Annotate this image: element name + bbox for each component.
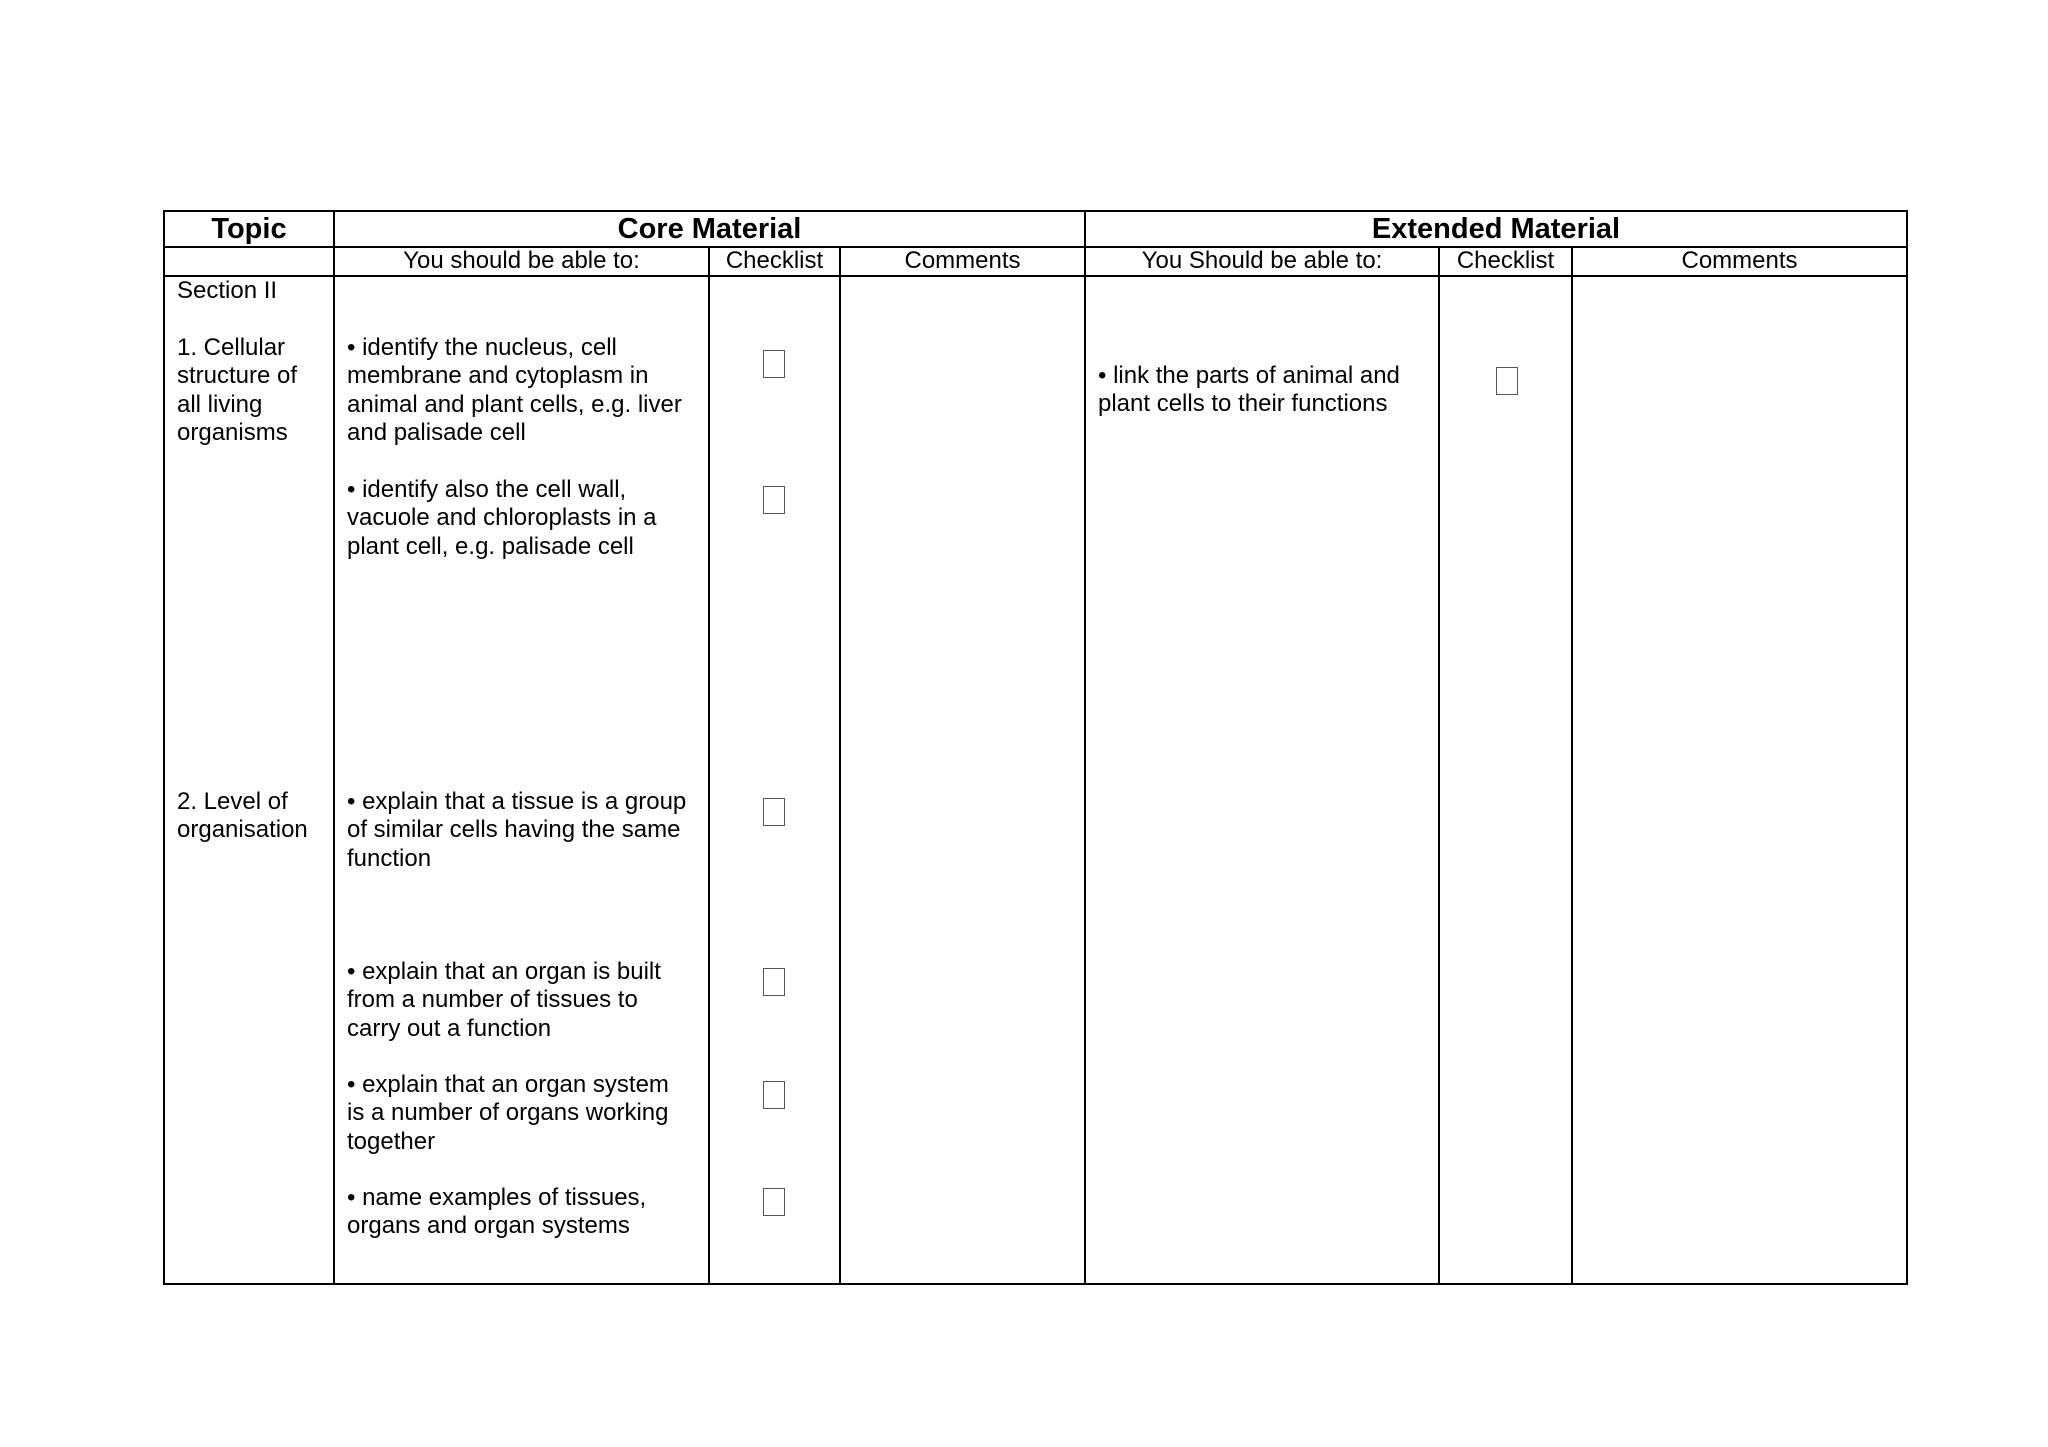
col-divider-core-checklist	[708, 246, 710, 1285]
header-topic: Topic	[211, 213, 287, 245]
subheader-core-you-should: You should be able to:	[403, 247, 640, 274]
ext-comments-cell[interactable]	[1574, 278, 1905, 1282]
core-item: • identify the nucleus, cell membrane and cytoplasm in animal and plant cells, e.g. liver and palisade cell	[347, 334, 682, 447]
subheader-core-checklist: Checklist	[725, 247, 824, 274]
subheader-divider	[163, 275, 1908, 277]
section-label: Section II	[177, 277, 278, 304]
col-divider-extended	[1084, 210, 1086, 1285]
col-divider-core-comments	[839, 246, 841, 1285]
subheader-ext-comments: Comments	[1681, 247, 1798, 274]
topic-level-of-organisation: 2. Level of organisation	[177, 788, 308, 844]
topic-cellular-structure: 1. Cellular structure of all living organisms	[177, 334, 298, 447]
header-core-material: Core Material	[617, 213, 802, 245]
core-checkbox[interactable]	[763, 486, 785, 514]
core-item: • explain that an organ system is a number of organs working together	[347, 1071, 669, 1155]
core-checkbox[interactable]	[763, 350, 785, 378]
table-border-bottom	[163, 1283, 1908, 1285]
table-border-left	[163, 210, 165, 1285]
core-checkbox[interactable]	[763, 968, 785, 996]
core-item: • identify also the cell wall, vacuole and chloroplasts in a plant cell, e.g. palisade cell	[347, 476, 657, 560]
col-divider-ext-checklist	[1438, 246, 1440, 1285]
core-item: • explain that a tissue is a group of similar cells having the same function	[347, 788, 687, 872]
subheader-ext-you-should: You Should be able to:	[1141, 247, 1383, 274]
extended-checkbox[interactable]	[1496, 367, 1518, 395]
core-item: • explain that an organ is built from a number of tissues to carry out a function	[347, 958, 661, 1042]
core-checkbox[interactable]	[763, 798, 785, 826]
subheader-core-comments: Comments	[904, 247, 1021, 274]
core-checkbox[interactable]	[763, 1188, 785, 1216]
core-comments-cell[interactable]	[842, 278, 1083, 1282]
core-item: • name examples of tissues, organs and organ systems	[347, 1184, 647, 1240]
header-extended-material: Extended Material	[1371, 213, 1621, 245]
col-divider-ext-comments	[1571, 246, 1573, 1285]
extended-item: • link the parts of animal and plant cells to their functions	[1098, 362, 1400, 418]
col-divider-topic	[333, 210, 335, 1285]
core-checkbox[interactable]	[763, 1081, 785, 1109]
table-border-right	[1906, 210, 1908, 1285]
subheader-ext-checklist: Checklist	[1456, 247, 1555, 274]
